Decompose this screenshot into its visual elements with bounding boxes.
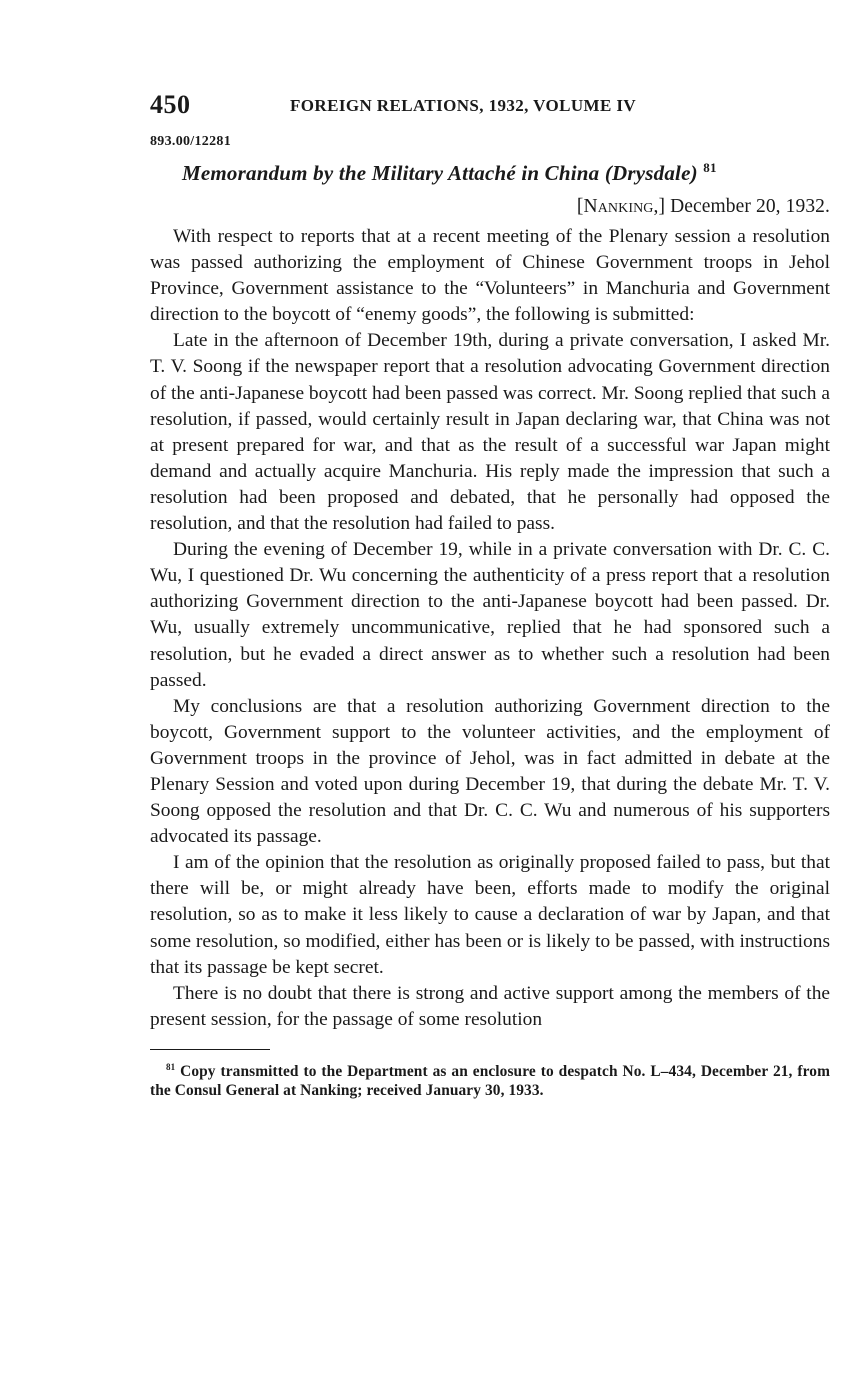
footnote-divider	[150, 1049, 270, 1050]
footnote	[150, 1058, 830, 1100]
dateline-place: [Nanking,]	[576, 196, 666, 217]
paragraph: There is no doubt that there is strong and active support among the members of the present session, for the passage of some resolution	[150, 982, 830, 1030]
document-page	[150, 90, 830, 1100]
memorandum-body	[150, 224, 830, 1033]
dateline-date: December 20, 1932.	[670, 196, 830, 217]
paragraph: My conclusions are that a resolution authorizing Government direction to the boycott, Government support to the volunteer activities, and the employment of Government troops in the province of Jehol, was in fact admitted in debate at the Plenary Session and voted upon during December 19, that during the debate Mr. T. V. Soong opposed the resolution and that Dr. C. C. Wu and numerous of his supporters advocated its passage.	[150, 695, 830, 848]
file-number: 893.00/12281	[150, 134, 231, 149]
paragraph: With respect to reports that at a recent meeting of the Plenary session a resolution was passed authorizing the employment of Chinese Government troops in Jehol Province, Government assistance to the “Volunteers” in Manchuria and Government direction to the boycott of “enemy goods”, the following is submitted:	[150, 226, 830, 326]
running-header	[150, 90, 830, 124]
page-number: 450	[150, 90, 191, 119]
paragraph: I am of the opinion that the resolution as originally proposed failed to pass, but that there will be, or might already have been, efforts made to modify the original resolution, so as to make it less likely to cause a declaration of war by Japan, and that some resolution, so modified, either has been or is likely to be passed, with instructions that its passage be kept secret.	[150, 852, 830, 978]
footnote-text: Copy transmitted to the Department as an enclosure to despatch No. L–434, December 21, from the Consul General at Nanking; received January 30, 1933.	[150, 1063, 830, 1100]
footnote-reference: 81	[703, 160, 717, 175]
footnote-marker: 81	[166, 1061, 176, 1072]
running-title: FOREIGN RELATIONS, 1932, VOLUME IV	[290, 96, 637, 115]
dateline	[150, 196, 830, 218]
paragraph: Late in the afternoon of December 19th, during a private conversation, I asked Mr. T. V. Soong if the newspaper report that a resolution advocating Government direction of the anti-Japanese boycott had been passed was correct. Mr. Soong replied that such a resolution, if passed, would certainly result in Japan declaring war, that China was not at present prepared for war, and that as the result of a successful war Japan might demand and actually acquire Manchuria. His reply made the impression that such a resolution had been proposed and debated, that he personally had opposed the resolution, and that the resolution had failed to pass.	[150, 330, 830, 535]
paragraph: During the evening of December 19, while in a private conversation with Dr. C. C. Wu, I questioned Dr. Wu concerning the authenticity of a press report that a resolution authorizing Government direction to the anti-Japanese boycott had been passed. Dr. Wu, usually extremely uncommunicative, replied that he had sponsored such a resolution, but he evaded a direct answer as to whether such a resolution had been passed.	[150, 539, 830, 691]
document-title-line	[182, 160, 830, 186]
document-title: Memorandum by the Military Attaché in China (Drysdale)	[182, 161, 698, 185]
